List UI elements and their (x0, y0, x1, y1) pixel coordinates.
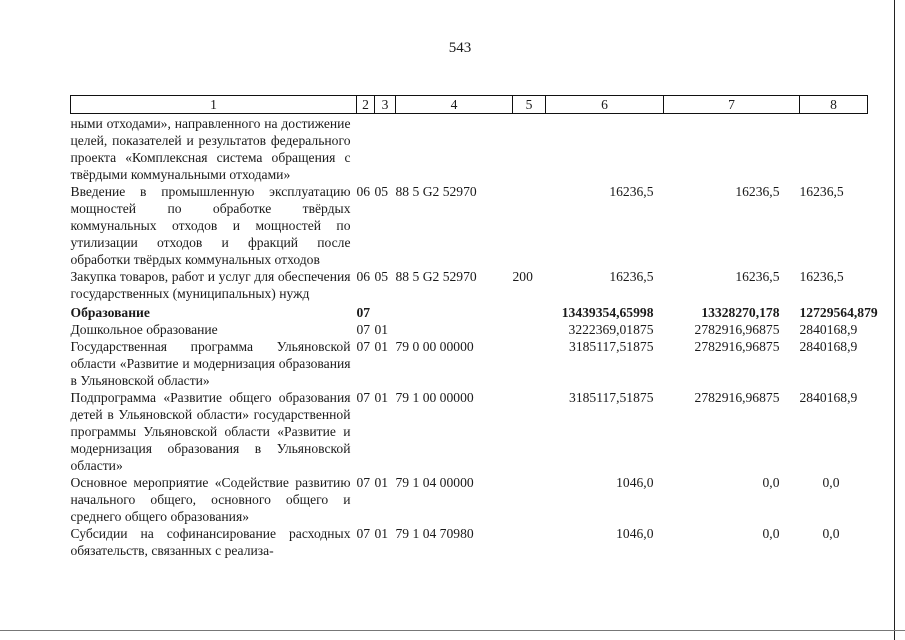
row-amount-year3: 16236,5 (799, 269, 844, 284)
row-amount-year1: 13439354,65998 (561, 305, 654, 320)
table-row (71, 338, 868, 389)
row-amount-year1: 3185117,51875 (569, 339, 654, 354)
row-target-code (396, 114, 513, 184)
row-amount-year1: 3222369,01875 (568, 322, 654, 337)
page-number: 543 (448, 40, 472, 56)
row-section: 07 (356, 526, 371, 541)
row-amount-year3 (800, 114, 868, 184)
table-row-section-total (71, 302, 868, 321)
row-name: Введение в промышленную эксплуатацию мощностей по обработке твёрдых коммунальных отходов и мощностей по утилизации отходов и фракций после обработки твёрдых коммунальных отходов (70, 184, 351, 267)
row-section: 06 (356, 269, 371, 284)
row-amount-year2: 2782916,96875 (694, 322, 780, 337)
row-subsection: 01 (374, 339, 389, 354)
row-amount-year1: 3185117,51875 (569, 390, 654, 405)
row-section: 06 (356, 184, 371, 199)
budget-table (70, 95, 878, 559)
row-amount-year2: 16236,5 (735, 184, 780, 199)
row-subsection: 01 (374, 322, 389, 337)
page-edge-right (894, 0, 895, 640)
header-col-8: 8 (800, 96, 868, 114)
table-row (71, 321, 868, 338)
header-col-1: 1 (71, 96, 357, 114)
row-expense-type (513, 321, 546, 338)
row-subsection: 05 (374, 269, 389, 284)
row-name: Дошкольное образование (70, 322, 218, 337)
row-subsection: 01 (374, 390, 389, 405)
row-target-code (396, 302, 513, 321)
row-target-code: 88 5 G2 52970 (395, 269, 477, 284)
row-amount-year3: 12729564,879 (799, 305, 878, 320)
table-row (71, 114, 868, 184)
row-amount-year2: 2782916,96875 (694, 390, 780, 405)
row-amount-year1 (546, 114, 664, 184)
row-amount-year1: 1046,0 (616, 475, 654, 490)
row-amount-year1: 16236,5 (609, 184, 654, 199)
row-expense-type: 200 (512, 269, 533, 284)
row-target-code: 79 1 00 00000 (395, 390, 474, 405)
row-name: ными отходами», направленного на достижение целей, показателей и результатов федерального проекта «Комплексная система обращения с твёрдыми коммунальными отходами» (70, 116, 351, 182)
row-section: 07 (356, 305, 371, 320)
row-amount-year2: 13328270,178 (701, 305, 780, 320)
row-target-code: 79 1 04 00000 (395, 475, 474, 490)
row-name: Образование (70, 305, 150, 320)
header-col-2: 2 (357, 96, 375, 114)
row-name: Субсидии на софинансирование расходных обязательств, связанных с реализа- (70, 526, 351, 558)
row-target-code: 88 5 G2 52970 (395, 184, 477, 199)
row-section: 07 (356, 339, 371, 354)
header-col-6: 6 (546, 96, 664, 114)
row-expense-type (513, 525, 546, 559)
row-expense-type (513, 302, 546, 321)
row-expense-type (513, 183, 546, 268)
table-row (71, 268, 868, 302)
row-amount-year2: 16236,5 (735, 269, 780, 284)
row-subsection: 05 (374, 184, 389, 199)
row-subsection (375, 114, 396, 184)
header-col-7: 7 (664, 96, 800, 114)
table-row (71, 389, 868, 474)
row-section (357, 114, 375, 184)
row-name: Подпрограмма «Развитие общего образования детей в Ульяновской области» государственной программы Ульяновской области «Развитие и модернизация образования в Ульяновской области» (70, 390, 351, 473)
page-edge-bottom (0, 630, 905, 631)
row-section: 07 (356, 475, 371, 490)
row-subsection: 01 (374, 475, 389, 490)
row-amount-year3: 16236,5 (799, 184, 844, 199)
row-section: 07 (356, 390, 371, 405)
row-amount-year2: 2782916,96875 (694, 339, 780, 354)
row-target-code (396, 321, 513, 338)
table-row (71, 474, 868, 525)
row-amount-year3: 2840168,9 (799, 322, 858, 337)
row-amount-year3: 2840168,9 (799, 390, 858, 405)
row-amount-year3: 0,0 (822, 526, 840, 541)
header-row (71, 96, 868, 114)
row-amount-year2: 0,0 (762, 475, 780, 490)
header-col-5: 5 (513, 96, 546, 114)
row-name: Государственная программа Ульяновской области «Развитие и модернизация образования в Ульяновской области» (70, 339, 351, 388)
row-expense-type (513, 474, 546, 525)
header-col-4: 4 (396, 96, 513, 114)
header-col-3: 3 (375, 96, 396, 114)
row-amount-year3: 2840168,9 (799, 339, 858, 354)
row-amount-year1: 16236,5 (609, 269, 654, 284)
row-name: Основное мероприятие «Содействие развитию начального общего, основного общего и среднего общего образования» (70, 475, 351, 524)
table-row (71, 183, 868, 268)
row-amount-year3: 0,0 (822, 475, 840, 490)
row-name: Закупка товаров, работ и услуг для обеспечения государственных (муниципальных) нужд (70, 269, 351, 301)
row-expense-type (513, 338, 546, 389)
table-row (71, 525, 868, 559)
row-expense-type (513, 114, 546, 184)
row-section: 07 (356, 322, 371, 337)
row-amount-year2 (664, 114, 800, 184)
row-target-code: 79 0 00 00000 (395, 339, 474, 354)
row-subsection (375, 302, 396, 321)
row-subsection: 01 (374, 526, 389, 541)
row-expense-type (513, 389, 546, 474)
row-amount-year2: 0,0 (762, 526, 780, 541)
row-target-code: 79 1 04 70980 (395, 526, 474, 541)
row-amount-year1: 1046,0 (616, 526, 654, 541)
